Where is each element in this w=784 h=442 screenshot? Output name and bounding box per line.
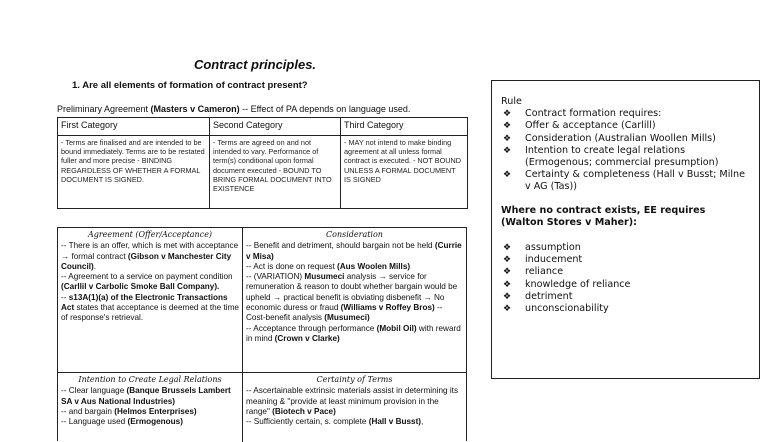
ee-subheading: Where no contract exists, EE requires (Walton Stores v Maher): [501,204,706,228]
intention-para-1: -- Clear language (Banque Brussels Lambert SA v Aus National Industries) [61,386,231,406]
ee-list [501,242,751,315]
ee-item: ❖ detriment [502,290,573,302]
certainty-para-1: -- Ascertainable extrinsic materials assist in determining its meaning & "provide at least minimum provision in the range" (Biotech v Pace) [246,386,459,416]
question-heading: 1. Are all elements of formation of contract present? [72,80,308,91]
diamond-bullet-icon: ❖ [502,243,512,254]
consideration-cell [243,228,466,373]
preliminary-agreement-line [57,104,410,114]
diamond-bullet-icon: ❖ [502,267,512,278]
category-header-first: First Category [58,118,210,136]
rule-item: ❖ Intention to create legal relations (Ermogenous; commercial presumption) [502,144,719,169]
diamond-bullet-icon: ❖ [502,121,512,132]
rule-item: ❖ Offer & acceptance (Carlill) [502,120,656,132]
rule-item: ❖ Consideration (Australian Woollen Mills) [502,132,716,144]
agreement-cell [58,228,243,373]
rule-box [491,80,760,379]
ee-item: ❖ knowledge of reliance [502,278,631,290]
diamond-bullet-icon: ❖ [502,304,512,315]
diamond-bullet-icon: ❖ [502,109,512,120]
rule-heading: Rule [501,96,522,107]
ee-item: ❖ unconscionability [502,303,609,315]
category-body-first: - Terms are finalised and are intended to be bound immediately. Terms are to be restated fuller and more precise - BINDING REGARDLESS OF WHETHER A FORMAL DOCUMENT IS SIGNED. [58,136,210,209]
certainty-cell [243,373,466,442]
preliminary-prefix: Preliminary Agreement [57,104,151,114]
rule-item: ❖ Contract formation requires: [502,108,662,120]
agreement-para-1: -- There is an offer, which is met with acceptance → formal contract (Gibson v Manchester City Council). [61,241,239,271]
consideration-para-1: -- Benefit and detriment, should bargain not be held (Currie v Misa) [246,241,462,261]
preliminary-suffix: -- Effect of PA depends on language used. [239,104,411,114]
certainty-heading: Certainty of Terms [316,375,393,384]
intention-para-2: -- and bargain (Helmos Enterprises) [61,406,197,416]
diamond-bullet-icon: ❖ [502,291,512,302]
rule-list [501,108,751,193]
agreement-para-2: -- Agreement to a service on payment condition (Carllil v Carbolic Smoke Ball Company). [61,272,233,292]
diamond-bullet-icon: ❖ [502,133,512,144]
category-body-second: - Terms are agreed on and not intended to vary. Performance of term(s) conditional upon formal document executed - BOUND TO BRING FORMAL DOCUMENT INTO EXISTENCE [210,136,341,209]
diamond-bullet-icon: ❖ [502,145,512,156]
ee-item: ❖ reliance [502,266,564,278]
intention-heading: Intention to Create Legal Relations [78,375,222,384]
certainty-para-2: -- Sufficiently certain, s. complete (Hall v Busst), [246,417,424,427]
category-body-third: - MAY not intend to make binding agreement at all unless formal contract is executed. - NOT BOUND UNLESS A FORMAL DOCUMENT IS SIGNED [341,136,468,209]
intention-cell [58,373,243,442]
consideration-heading: Consideration [326,230,383,239]
consideration-para-2: -- Act is done on request (Aus Woolen Mills) [246,261,411,271]
rule-item: ❖ Certainty & completeness (Hall v Busst; Milne v AG (Tas)) [502,169,746,193]
intention-para-3: -- Language used (Ermogenous) [61,417,183,427]
page-title: Contract principles. [193,57,317,72]
consideration-para-4: -- Acceptance through performance (Mobil Oil) with reward in mind (Crown v Clarke) [246,323,461,343]
agreement-para-3: -- s13A(1)(a) of the Electronic Transactions Act states that acceptance is deemed at the time of response's retrieval. [61,292,239,323]
category-header-third: Third Category [341,118,468,136]
categories-table [57,117,468,209]
ee-item: ❖ inducement [502,254,583,266]
diamond-bullet-icon: ❖ [502,279,512,290]
diamond-bullet-icon: ❖ [502,255,512,266]
preliminary-case: (Masters v Cameron) [150,104,240,114]
agreement-heading: Agreement (Offer/Acceptance) [87,230,213,239]
consideration-para-3: -- (VARIATION) Musumeci analysis → service for remuneration & reason to doubt whether bargain would be upheld → practical benefit is obviating disbenefit → No economic duress or fraud (Williams v Roffey Bros) -- Cost-benefit analysis (Musumeci) [246,272,458,323]
category-header-second: Second Category [210,118,341,136]
diamond-bullet-icon: ❖ [502,170,512,181]
ee-item: ❖ assumption [502,242,581,254]
elements-grid [57,227,467,441]
